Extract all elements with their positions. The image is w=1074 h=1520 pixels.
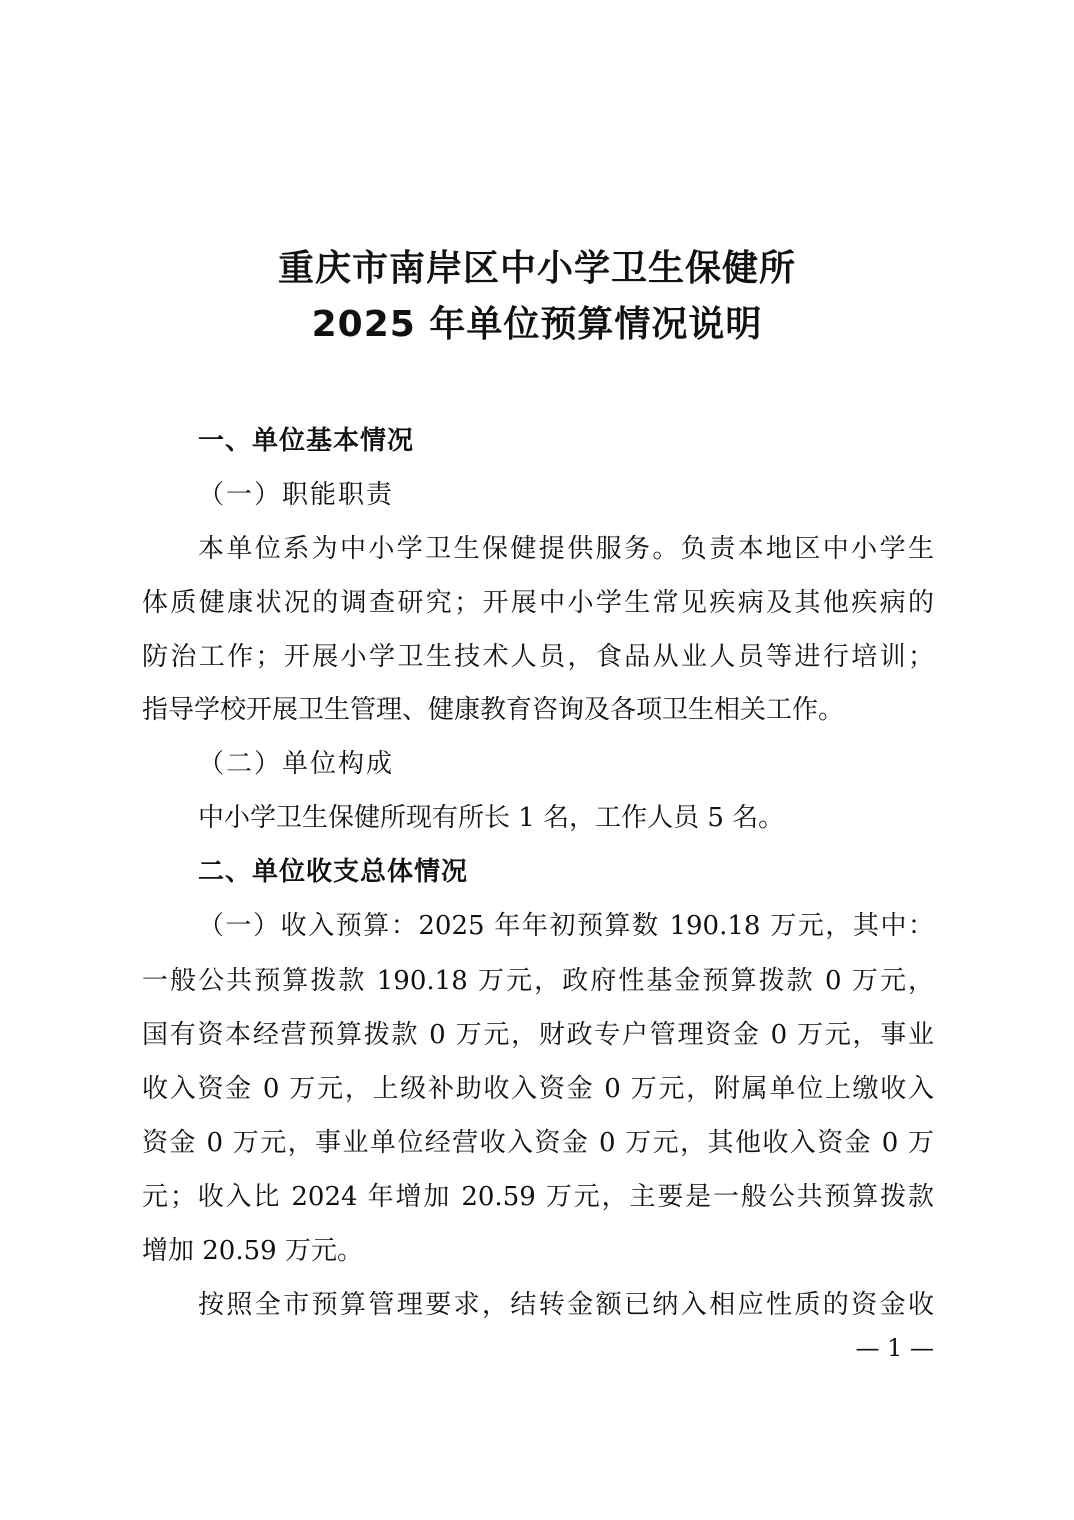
paragraph-line: 指导学校开展卫生管理、健康教育咨询及各项卫生相关工作。 (142, 695, 845, 725)
paragraph-line: 国有资本经营预算拨款 0 万元，财政专户管理资金 0 万元，事业 (142, 1020, 934, 1050)
paragraph-line: 一般公共预算拨款 190.18 万元，政府性基金预算拨款 0 万元， (142, 966, 934, 996)
paragraph-line: 本单位系为中小学卫生保健提供服务。负责本地区中小学生 (198, 534, 934, 564)
section-heading-income-expense: 二、单位收支总体情况 (198, 857, 469, 887)
document-title-line-1: 重庆市南岸区中小学卫生保健所 (277, 248, 796, 289)
paragraph-line: 收入资金 0 万元，上级补助收入资金 0 万元，附属单位上缴收入 (142, 1074, 934, 1104)
page-number: — 1 — (855, 1334, 934, 1362)
paragraph-line: 元；收入比 2024 年增加 20.59 万元，主要是一般公共预算拨款 (142, 1182, 934, 1212)
paragraph-line: 体质健康状况的调查研究；开展中小学生常见疾病及其他疾病的 (142, 588, 934, 618)
paragraph-line: （一）收入预算：2025 年年初预算数 190.18 万元，其中： (198, 911, 934, 941)
paragraph-line: 资金 0 万元，事业单位经营收入资金 0 万元，其他收入资金 0 万 (142, 1128, 934, 1158)
document-title-line-2: 2025 年单位预算情况说明 (311, 304, 763, 345)
paragraph-line: 中小学卫生保健所现有所长 1 名，工作人员 5 名。 (198, 803, 785, 833)
section-heading-basic-info: 一、单位基本情况 (198, 426, 415, 456)
paragraph-line: 防治工作；开展小学卫生技术人员，食品从业人员等进行培训； (142, 642, 934, 672)
paragraph-line: 增加 20.59 万元。 (142, 1236, 363, 1266)
paragraph-line: 按照全市预算管理要求，结转金额已纳入相应性质的资金收 (198, 1290, 934, 1320)
subsection-heading-composition: （二）单位构成 (198, 749, 395, 779)
subsection-heading-duties: （一）职能职责 (198, 480, 395, 510)
